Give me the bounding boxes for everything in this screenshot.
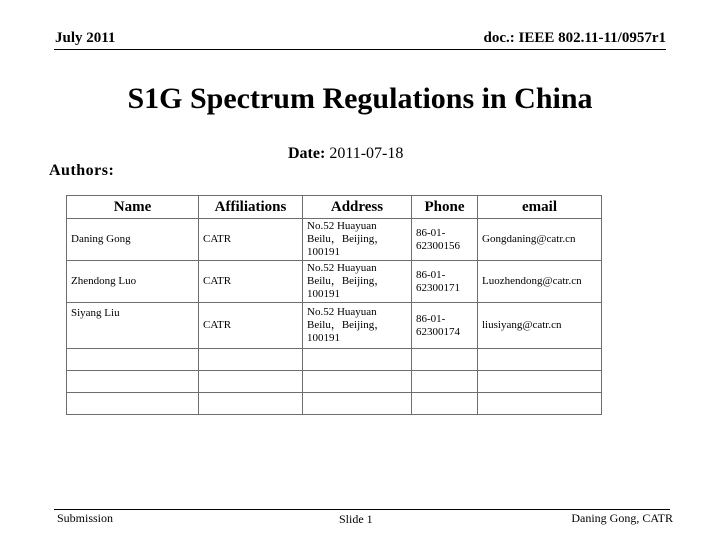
author-name: Zhendong Luo bbox=[67, 261, 199, 303]
author-address: No.52 Huayuan Beilu，Beijing， 100191 bbox=[303, 261, 412, 303]
footer-submission: Submission bbox=[57, 511, 114, 525]
authors-table bbox=[66, 195, 602, 415]
table-row bbox=[67, 303, 602, 349]
table-row-empty bbox=[67, 393, 602, 415]
date-line bbox=[288, 145, 403, 163]
author-email: liusiyang@catr.cn bbox=[478, 303, 602, 349]
author-phone: 86-01- 62300171 bbox=[412, 261, 478, 303]
author-email: Gongdaning@catr.cn bbox=[478, 219, 602, 261]
authors-label: Authors: bbox=[49, 162, 115, 179]
col-header-address: Address bbox=[303, 196, 412, 219]
col-header-email: email bbox=[478, 196, 602, 219]
table-row bbox=[67, 219, 602, 261]
table-row-empty bbox=[67, 371, 602, 393]
footer-author: Daning Gong, CATR bbox=[571, 511, 673, 525]
table-row bbox=[67, 261, 602, 303]
footer-slide-number: Slide 1 bbox=[339, 512, 373, 526]
author-email: Luozhendong@catr.cn bbox=[478, 261, 602, 303]
header-date: July 2011 bbox=[55, 30, 116, 46]
footer-rule bbox=[54, 509, 670, 510]
date-value: 2011-07-18 bbox=[329, 145, 404, 162]
col-header-phone: Phone bbox=[412, 196, 478, 219]
author-phone: 86-01- 62300156 bbox=[412, 219, 478, 261]
table-header-row bbox=[67, 196, 602, 219]
header-doc-id: doc.: IEEE 802.11-11/0957r1 bbox=[483, 30, 666, 46]
author-phone: 86-01- 62300174 bbox=[412, 303, 478, 349]
col-header-affiliations: Affiliations bbox=[199, 196, 303, 219]
author-name: Siyang Liu bbox=[67, 303, 199, 349]
author-address: No.52 Huayuan Beilu，Beijing， 100191 bbox=[303, 219, 412, 261]
header-rule bbox=[54, 49, 666, 50]
date-label: Date: bbox=[288, 145, 326, 162]
slide-title: S1G Spectrum Regulations in China bbox=[127, 82, 593, 115]
author-affiliation: CATR bbox=[199, 303, 303, 349]
author-affiliation: CATR bbox=[199, 219, 303, 261]
col-header-name: Name bbox=[67, 196, 199, 219]
author-address: No.52 Huayuan Beilu，Beijing， 100191 bbox=[303, 303, 412, 349]
author-name: Daning Gong bbox=[67, 219, 199, 261]
author-affiliation: CATR bbox=[199, 261, 303, 303]
table-row-empty bbox=[67, 349, 602, 371]
